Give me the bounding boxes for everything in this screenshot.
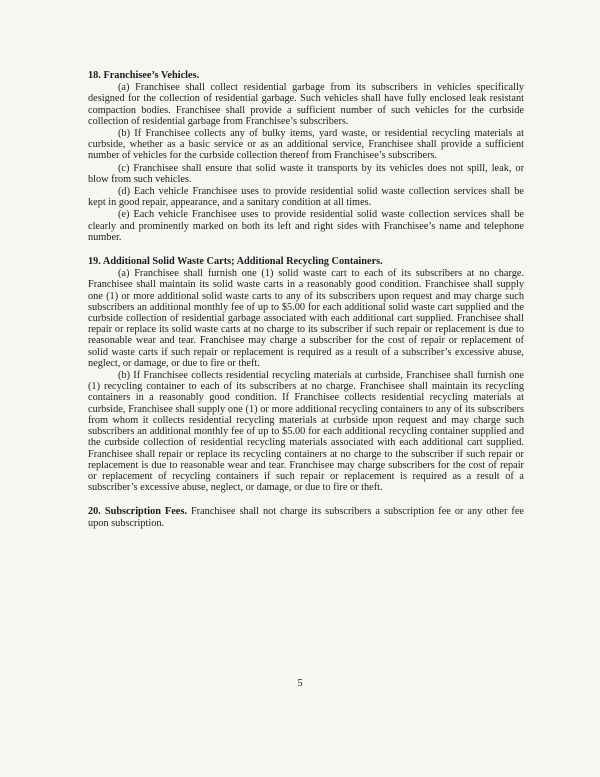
paragraph: (a) Franchisee shall furnish one (1) solid waste cart to each of its subscribers at no charge. Franchisee shall maintain its solid waste carts in a reasonably good condition. Franchisee shall supply one (1) or more additional solid waste carts to any of its subscribers upon request and may charge such subscribers an additional monthly fee of up to $5.00 for each additional solid waste cart supplied and the curbside collection of residential garbage associated with each additional cart supplied. Franchisee shall repair or replace its solid waste carts at no charge to its subscriber if such repair or replacement is due to reasonable wear and tear. Franchisee may charge a subscriber for the cost of repair or replacement of solid waste carts if such repair or replacement is required as a result of a subscriber’s excessive abuse, neglect, or damage, or due to fire or theft. bbox=[88, 268, 524, 369]
section-18 bbox=[88, 70, 524, 243]
paragraph: (b) If Franchisee collects any of bulky items, yard waste, or residential recycling materials at curbside, whether as a basic service or as an additional service, Franchisee shall provide a sufficient number of vehicles for the curbside collection thereof from Franchisee’s subscribers. bbox=[88, 128, 524, 162]
page-number: 5 bbox=[297, 678, 303, 689]
document-body bbox=[88, 70, 524, 542]
section-heading: 20. Subscription Fees. bbox=[88, 506, 187, 518]
paragraph: (a) Franchisee shall collect residential garbage from its subscribers in vehicles specifically designed for the collection of residential garbage. Such vehicles shall have fully enclosed leak resistant compaction bodies. Franchisee shall provide a sufficient number of such vehicles for the curbside collection of residential garbage from Franchisee’s subscribers. bbox=[88, 82, 524, 127]
paragraph: (b) If Franchisee collects residential recycling materials at curbside, Franchisee shall furnish one (1) recycling container to each of its subscribers at no charge. Franchisee shall maintain its recycling containers in a reasonably good condition. If Franchisee collects residential recycling materials at curbside, Franchisee shall supply one (1) or more additional recycling containers to any of its subscribers from whom it collects residential recycling materials at curbside upon request and may charge such subscribers an additional monthly fee of up to $5.00 for each additional recycling container supplied and the curbside collection of residential recycling materials associated with each additional cart supplied. Franchisee shall repair or replace its recycling containers at no charge to the subscriber if such repair or replacement is due to reasonable wear and tear. Franchisee may charge subscribers for the cost of repair or replacement of recycling containers if such repair or replacement is required as a result of a subscriber’s excessive abuse, neglect, or damage, or due to fire or theft. bbox=[88, 370, 524, 494]
paragraph: (e) Each vehicle Franchisee uses to provide residential solid waste collection services shall be clearly and prominently marked on both its left and right sides with Franchisee’s name and telephone number. bbox=[88, 209, 524, 243]
paragraph: (d) Each vehicle Franchisee uses to provide residential solid waste collection services shall be kept in good repair, appearance, and a sanitary condition at all times. bbox=[88, 186, 524, 209]
section-19 bbox=[88, 256, 524, 493]
section-heading: 18. Franchisee’s Vehicles. bbox=[88, 70, 200, 81]
paragraph: (c) Franchisee shall ensure that solid waste it transports by its vehicles does not spill, leak, or blow from such vehicles. bbox=[88, 162, 524, 185]
section-20 bbox=[88, 506, 524, 528]
section-heading: 19. Additional Solid Waste Carts; Additional Recycling Containers. bbox=[88, 256, 383, 268]
paragraph: Franchisee shall not charge its subscribers a subscription fee or any other fee upon subscription. bbox=[88, 506, 524, 529]
